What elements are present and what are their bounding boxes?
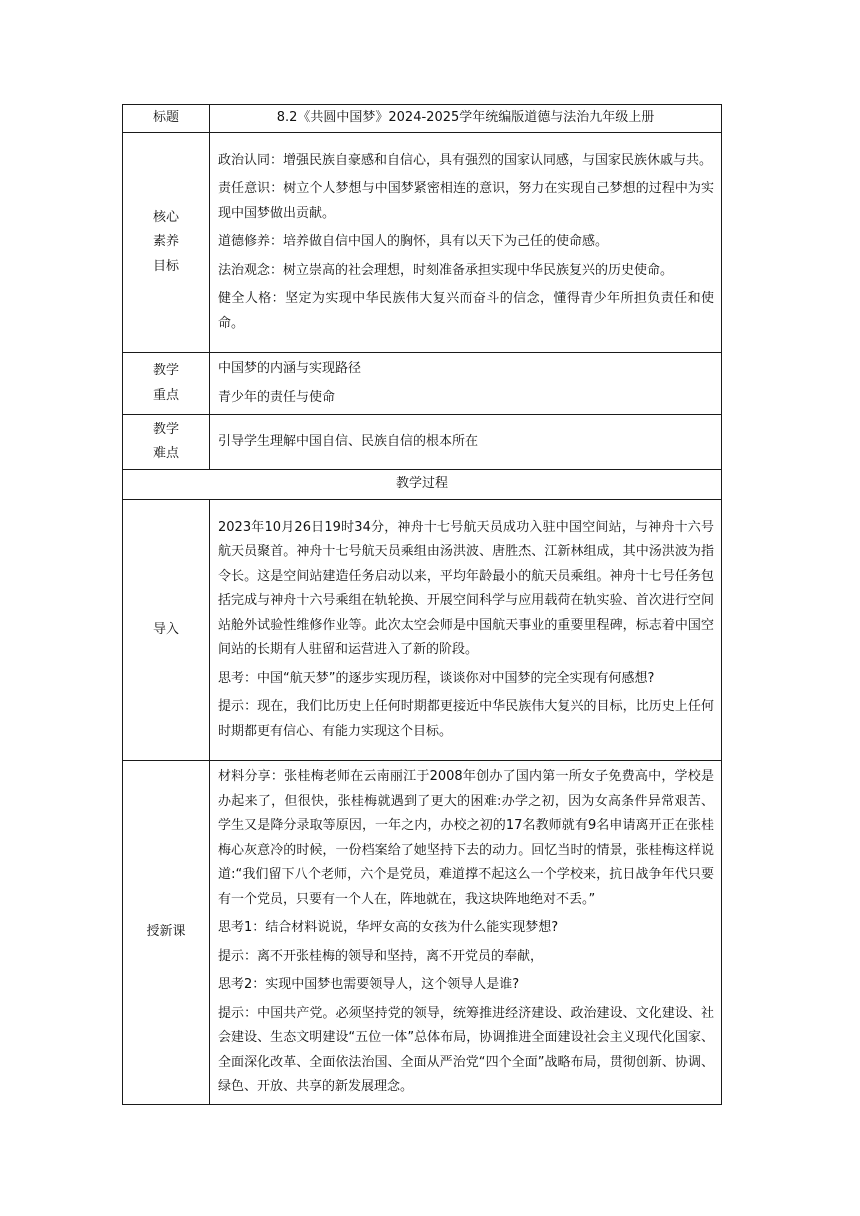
core-goals-content <box>210 133 722 353</box>
intro-material: 2023年10月26日19时34分，神舟十七号航天员成功入驻中国空间站，与神舟十六号航天员聚首。神舟十七号航天员乘组由汤洪波、唐胜杰、江新林组成，其中汤洪波为指令长。这是空间站建造任务启动以来，平均年龄最小的航天员乘组。神舟十七号任务包括完成与神舟十六号乘组在轨轮换、开展空间科学与应用载荷在轨实验、首次进行空间站舱外试验性维修作业等。此次太空会师是中国航天事业的重要里程碑，标志着中国空间站的长期有人驻留和运营进入了新的阶段。 <box>218 519 714 658</box>
core-goal-rule-of-law: 法治观念：树立崇高的社会理想，时刻准备承担实现中华民族复兴的历史使命。 <box>218 262 674 278</box>
new-lesson-hint-1: 提示：离不开张桂梅的领导和坚持，离不开党员的奉献， <box>218 948 544 964</box>
intro-label: 导入 <box>123 500 210 761</box>
new-lesson-question-2: 思考2：实现中国梦也需要领导人，这个领导人是谁? <box>218 977 520 992</box>
difficulties-content <box>210 415 722 470</box>
new-lesson-question-1: 思考1：结合材料说说，华坪女高的女孩为什么能实现梦想? <box>218 920 559 935</box>
key-points-content <box>210 353 722 415</box>
title-label: 标题 <box>123 105 210 133</box>
process-heading-row <box>123 470 722 500</box>
core-goals-label: 核心 素养 目标 <box>123 133 210 353</box>
difficulties-label: 教学 难点 <box>123 415 210 470</box>
intro-hint: 提示：现在，我们比历史上任何时期都更接近中华民族伟大复兴的目标，比历史上任何时期都更有信心、有能力实现这个目标。 <box>218 699 714 739</box>
intro-content <box>210 500 722 761</box>
new-lesson-row <box>123 761 722 1105</box>
difficulty-item: 引导学生理解中国自信、民族自信的根本所在 <box>218 433 479 449</box>
core-goal-morality: 道德修养：培养做自信中国人的胸怀，具有以天下为己任的使命感。 <box>218 234 609 250</box>
key-points-row <box>123 353 722 415</box>
key-point-item: 中国梦的内涵与实现路径 <box>218 361 362 376</box>
process-heading: 教学过程 <box>123 470 722 500</box>
new-lesson-hint-2: 提示：中国共产党。必须坚持党的领导，统筹推进经济建设、政治建设、文化建设、社会建设、生态文明建设“五位一体”总体布局，协调推进全面建设社会主义现代化国家、全面深化改革、全面依法治国、全面从严治党“四个全面”战略布局，贯彻创新、协调、绿色、开放、共享的新发展理念。 <box>218 1005 714 1094</box>
new-lesson-label: 授新课 <box>123 761 210 1105</box>
core-goals-row <box>123 133 722 353</box>
new-lesson-content <box>210 761 722 1105</box>
lesson-plan-table <box>122 104 722 1105</box>
core-goal-responsibility: 责任意识：树立个人梦想与中国梦紧密相连的意识，努力在实现自己梦想的过程中为实现中国梦做出贡献。 <box>218 181 714 221</box>
core-goal-personality: 健全人格：坚定为实现中华民族伟大复兴而奋斗的信念，懂得青少年所担负责任和使命。 <box>218 291 714 331</box>
intro-row <box>123 500 722 761</box>
title-row <box>123 105 722 133</box>
key-point-item: 青少年的责任与使命 <box>218 389 336 405</box>
intro-question: 思考：中国“航天梦”的逐步实现历程，谈谈你对中国梦的完全实现有何感想? <box>218 670 655 686</box>
key-points-label: 教学 重点 <box>123 353 210 415</box>
difficulties-row <box>123 415 722 470</box>
lesson-title: 8.2《共圆中国梦》2024-2025学年统编版道德与法治九年级上册 <box>210 105 722 133</box>
new-lesson-material: 材料分享：张桂梅老师在云南丽江于2008年创办了国内第一所女子免费高中，学校是办起来了，但很快，张桂梅就遇到了更大的困难:办学之初，因为女高条件异常艰苦、学生又是降分录取等原因，一年之内，办校之初的17名教师就有9名申请离开正在张桂梅心灰意冷的时候，一份档案给了她坚持下去的动力。回忆当时的情景，张桂梅这样说道:“我们留下八个老师，六个是党员，难道撑不起这么一个学校来，抗日战争年代只要有一个党员，只要有一个人在，阵地就在，我这块阵地绝对不丢。” <box>218 769 714 907</box>
core-goal-political: 政治认同：增强民族自豪感和自信心，具有强烈的国家认同感，与国家民族休戚与共。 <box>218 152 713 168</box>
